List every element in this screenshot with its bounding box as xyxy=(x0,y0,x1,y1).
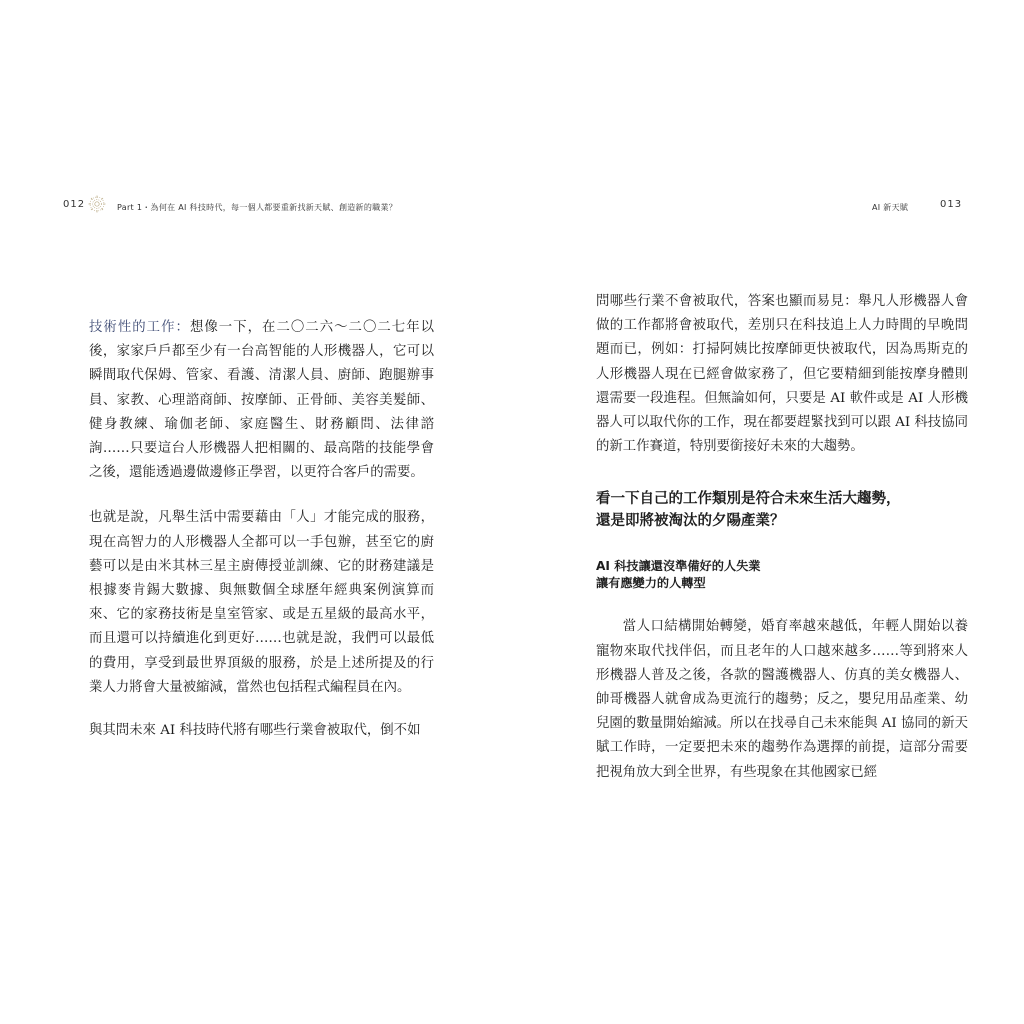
right-running-title: AI 新天賦 xyxy=(872,203,909,212)
section-heading-line: 看一下自己的工作類別是符合未來生活大趨勢， xyxy=(596,491,901,508)
subsection-heading-line: AI 科技讓還沒準備好的人失業 xyxy=(596,559,761,574)
paragraph-lead-label: 技術性的工作： xyxy=(89,320,190,335)
left-running-title: Part 1・為何在 AI 科技時代，每一個人都要重新找新天賦、創造新的職業？ xyxy=(117,203,398,212)
paragraph-services: 也就是說，凡舉生活中需要藉由「人」才能完成的服務，現在高智力的人形機器人全都可以一手包辦，甚至它的廚藝可以是由米其林三星主廚傳授並訓練、它的財務建議是根據麥肯錫大數據、與無數個全球歷年經典案例演算而來、它的家務技術是皇室管家、或是五星級的最高水平，而且還可以持續進化到更好……也就是說，我們可以最低的費用，享受到最世界頂級的服務，於是上述所提及的行業人力將會大量被縮減，當然也包括程式編程員在內。 xyxy=(89,510,434,695)
left-page-body xyxy=(89,316,434,743)
paragraph-technical-work xyxy=(89,316,434,485)
right-page-body xyxy=(596,290,968,785)
left-page-number: 012 xyxy=(63,199,86,210)
paragraph-population-trend: 當人口結構開始轉變，婚育率越來越低，年輕人開始以養寵物來取代找伴侶，而且老年的人口越來越多……等到將來人形機器人普及之後，各款的醫護機器人、仿真的美女機器人、帥哥機器人就會成為更流行的趨勢；反之，嬰兒用品產業、幼兒園的數量開始縮減。所以在找尋自己未來能與 AI 協同的新天賦工作時，一定要把未來的趨勢作為選擇的前提，這部分需要把視角放大到全世界，有些現象在其他國家已經 xyxy=(596,619,968,780)
sunburst-icon xyxy=(88,195,106,213)
section-heading-line: 還是即將被淘汰的夕陽產業？ xyxy=(596,513,785,530)
subsection-heading xyxy=(596,558,968,592)
paragraph-replaced-jobs: 問哪些行業不會被取代，答案也顯而易見：舉凡人形機器人會做的工作都將會被取代，差別只在科技追上人力時間的早晚問題而已，例如：打掃阿姨比按摩師更快被取代，因為馬斯克的人形機器人現在已經會做家務了，但它要精細到能按摩身體則還需要一段進程。但無論如何，只要是 AI 軟件或是 AI 人形機器人可以取代你的工作，現在都要趕緊找到可以跟 AI 科技協同的新工作賽道，特別要銜接好未來的大趨勢。 xyxy=(596,294,968,455)
paragraph-text: 想像一下，在二〇二六～二〇二七年以後，家家戶戶都至少有一台高智能的人形機器人，它可以瞬間取代保姆、管家、看護、清潔人員、廚師、跑腿辦事員、家教、心理諮商師、按摩師、正骨師、美容美髮師、健身教練、瑜伽老師、家庭醫生、財務顧問、法律諮詢……只要這台人形機器人把相關的、最高階的技能學會之後，還能透過邊做邊修正學習，以更符合客戶的需要。 xyxy=(89,320,435,481)
paragraph-continued: 與其問未來 AI 科技時代將有哪些行業會被取代，倒不如 xyxy=(89,723,421,739)
section-heading xyxy=(596,488,968,532)
right-page-number: 013 xyxy=(940,199,963,210)
subsection-heading-line: 讓有應變力的人轉型 xyxy=(596,576,706,591)
